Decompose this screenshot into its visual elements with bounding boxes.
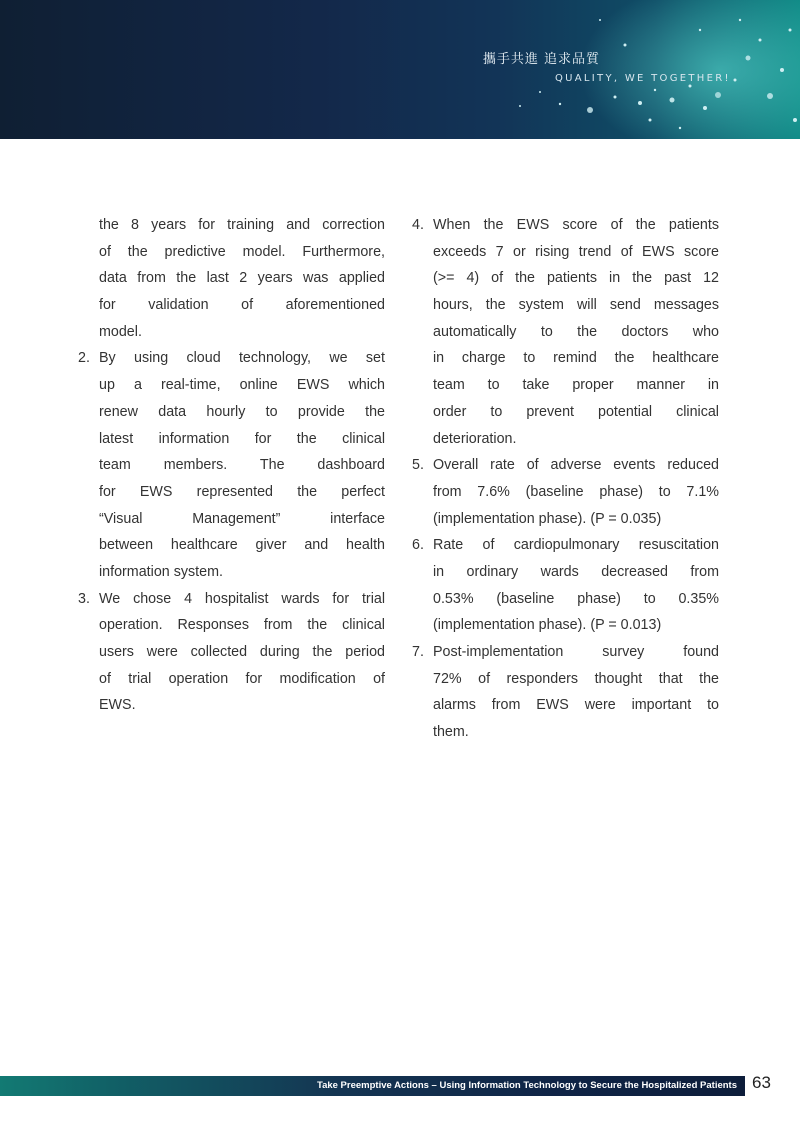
- text-line: up a real-time, online EWS which: [99, 377, 385, 394]
- header-banner: [0, 0, 800, 139]
- text-line: for EWS represented the perfect: [99, 483, 385, 500]
- text-line: the 8 years for training and correction: [99, 217, 385, 233]
- text-line: between healthcare giver and health: [99, 537, 385, 554]
- text-line: them.: [433, 724, 469, 741]
- text-line: from 7.6% (baseline phase) to 7.1%: [433, 483, 719, 500]
- text-line: “Visual Management” interface: [99, 510, 385, 527]
- footer-bar: [0, 1076, 745, 1096]
- text-line: Overall rate of adverse events reduced: [433, 457, 719, 474]
- text-line: for validation of aforementioned: [99, 297, 385, 314]
- footer-title: Take Preemptive Actions – Using Information Technology to Secure the Hospitalized Patients: [316, 1080, 737, 1091]
- item-number: 7.: [412, 644, 424, 660]
- text-line: When the EWS score of the patients: [433, 217, 719, 233]
- left-text-column: [78, 212, 385, 719]
- text-line: alarms from EWS were important to: [433, 697, 719, 714]
- text-line: 0.53% (baseline phase) to 0.35%: [433, 590, 719, 607]
- list-item-6: [412, 532, 719, 639]
- text-line: (>= 4) of the patients in the past 12: [433, 270, 719, 287]
- text-line: deterioration.: [433, 430, 517, 447]
- text-line: of the predictive model. Furthermore,: [99, 243, 385, 260]
- item-number: 2.: [78, 350, 90, 367]
- text-line: order to prevent potential clinical: [433, 403, 719, 420]
- text-line: hours, the system will send messages: [433, 297, 719, 314]
- text-line: Rate of cardiopulmonary resuscitation: [433, 537, 719, 554]
- text-line: renew data hourly to provide the: [99, 403, 385, 420]
- text-line: automatically to the doctors who: [433, 323, 719, 340]
- text-line: in ordinary wards decreased from: [433, 563, 719, 580]
- slogan-chinese: 攜手共進 追求品質: [482, 52, 600, 67]
- item-number: 4.: [412, 217, 424, 233]
- text-line: latest information for the clinical: [99, 430, 385, 447]
- sparkle-decoration: [0, 0, 800, 139]
- list-item-7: [412, 639, 719, 746]
- text-line: information system.: [99, 563, 223, 580]
- paragraph-continuation: [99, 212, 385, 345]
- text-line: exceeds 7 or rising trend of EWS score: [433, 243, 719, 260]
- list-item-3: [78, 586, 385, 719]
- text-line: in charge to remind the healthcare: [433, 350, 719, 367]
- text-line: Post-implementation survey found: [433, 644, 719, 660]
- list-item-2: [78, 345, 385, 585]
- list-item-4: [412, 212, 719, 452]
- item-number: 5.: [412, 457, 424, 474]
- item-number: 6.: [412, 537, 424, 554]
- item-number: 3.: [78, 590, 90, 607]
- text-line: operation. Responses from the clinical: [99, 617, 385, 634]
- text-line: (implementation phase). (P = 0.013): [433, 617, 662, 634]
- text-line: data from the last 2 years was applied: [99, 270, 385, 287]
- text-line: model.: [99, 323, 142, 340]
- text-line: of trial operation for modification of: [99, 670, 385, 687]
- text-line: (implementation phase). (P = 0.035): [433, 510, 662, 527]
- slogan-english: QUALITY, WE TOGETHER!: [555, 73, 731, 84]
- list-item-5: [412, 452, 719, 532]
- text-line: By using cloud technology, we set: [99, 350, 385, 367]
- page-number: 63: [752, 1073, 771, 1092]
- text-line: team to take proper manner in: [433, 377, 719, 394]
- text-line: We chose 4 hospitalist wards for trial: [99, 590, 385, 607]
- text-line: team members. The dashboard: [99, 457, 385, 474]
- text-line: 72% of responders thought that the: [433, 670, 719, 687]
- text-line: EWS.: [99, 697, 136, 714]
- text-line: users were collected during the period: [99, 644, 385, 660]
- right-text-column: [412, 212, 719, 746]
